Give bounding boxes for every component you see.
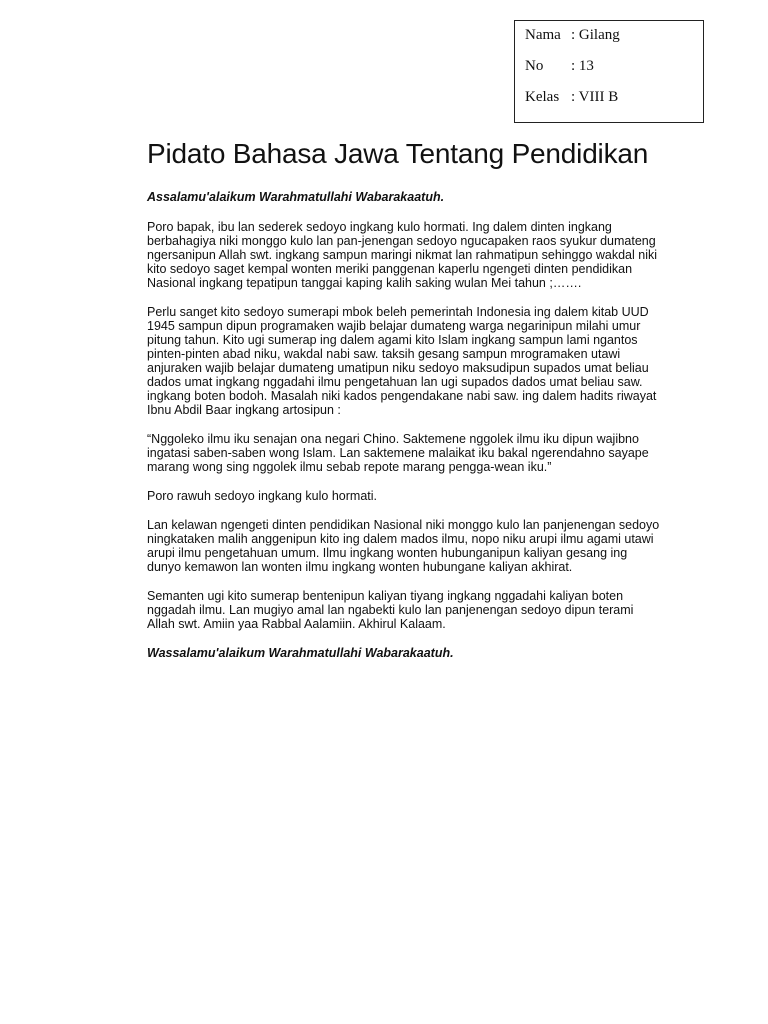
- name-value: : Gilang: [571, 27, 620, 43]
- paragraph-intro: Poro bapak, ibu lan sederek sedoyo ingkang kulo hormati. Ing dalem dinten ingkang berbahagiya niki monggo kulo lan pan-jenengan sedoyo ngucapaken raos syukur dumateng ngersanipun Allah swt. ingkang sampun maringi nikmat lan rahmatipun sehinggo wakdal niki kito sedoyo saget kempal wonten meriki panggenan kaperlu ngengeti dinten pendidikan Nasional ingkang tepatipun tanggai kaping kalih saking wulan Mei tahun ;…….: [147, 220, 658, 290]
- class-value: : VIII B: [571, 89, 619, 105]
- number-label: No: [525, 58, 544, 74]
- paragraph-conclusion: Semanten ugi kito sumerap bentenipun kaliyan tiyang ingkang nggadahi kaliyan boten nggadah ilmu. Lan mugiyo amal lan ngabekti kulo lan panjenengan sedoyo dipun terami Allah swt. Amiin yaa Rabbal Aalamiin. Akhirul Kalaam.: [147, 589, 634, 631]
- speech-document: [147, 138, 661, 660]
- number-value: : 13: [571, 58, 594, 74]
- paragraph-audience-address: Poro rawuh sedoyo ingkang kulo hormati.: [147, 489, 377, 503]
- closing-greeting: Wassalamu'alaikum Warahmatullahi Wabarakaatuh.: [147, 646, 454, 660]
- hadith-quote: “Nggoleko ilmu iku senajan ona negari Chino. Saktemene nggolek ilmu iku dipun wajibno ingatasi saben-saben wong Islam. Lan saktemene malaikat iku bakal ngerendahno sayape marang wong sing nggolek ilmu sebab repote marang pengga-wean iku.”: [147, 432, 649, 474]
- student-info-box: [514, 20, 704, 123]
- paragraph-encouragement: Lan kelawan ngengeti dinten pendidikan Nasional niki monggo kulo lan panjenengan sedoyo ningkataken malih anggenipun kito ing dalem mados ilmu, nopo niku arupi ilmu agami utawi arupi ilmu pengetahuan umum. Ilmu ingkang wonten hubunganipun kaliyan gesang ing dunyo kemawon lan wonten ilmu ingkang wonten hubungane kaliyan akhirat.: [147, 518, 660, 574]
- class-label: Kelas: [525, 89, 560, 105]
- opening-greeting: Assalamu'alaikum Warahmatullahi Wabarakaatuh.: [147, 190, 445, 204]
- student-class-row: [525, 88, 618, 106]
- student-name-row: [525, 26, 620, 44]
- name-label: Nama: [525, 27, 561, 43]
- student-number-row: [525, 57, 594, 75]
- document-title: Pidato Bahasa Jawa Tentang Pendidikan: [147, 138, 649, 169]
- paragraph-compulsory-education: Perlu sanget kito sedoyo sumerapi mbok beleh pemerintah Indonesia ing dalem kitab UUD 1945 sampun dipun programaken wajib belajar dumateng warga negarinipun milahi umur pitung tahun. Kito ugi sumerap ing dalem agami kito Islam ingkang sampun lami ngantos pinten-pinten abad niku, wakdal nabi saw. taksih gesang sampun mrogramaken utawi anjuraken wajib belajar dumateng umatipun niku sedoyo maksudipun supados umat beliau dados umat ingkang nggadahi ilmu pengetahuan lan ugi supados dados umat beliau saw. ingkang boten bodoh. Masalah niki kados pengendakane nabi saw. ing dalem hadits riwayat Ibnu Abdil Baar ingkang artosipun :: [147, 305, 657, 417]
